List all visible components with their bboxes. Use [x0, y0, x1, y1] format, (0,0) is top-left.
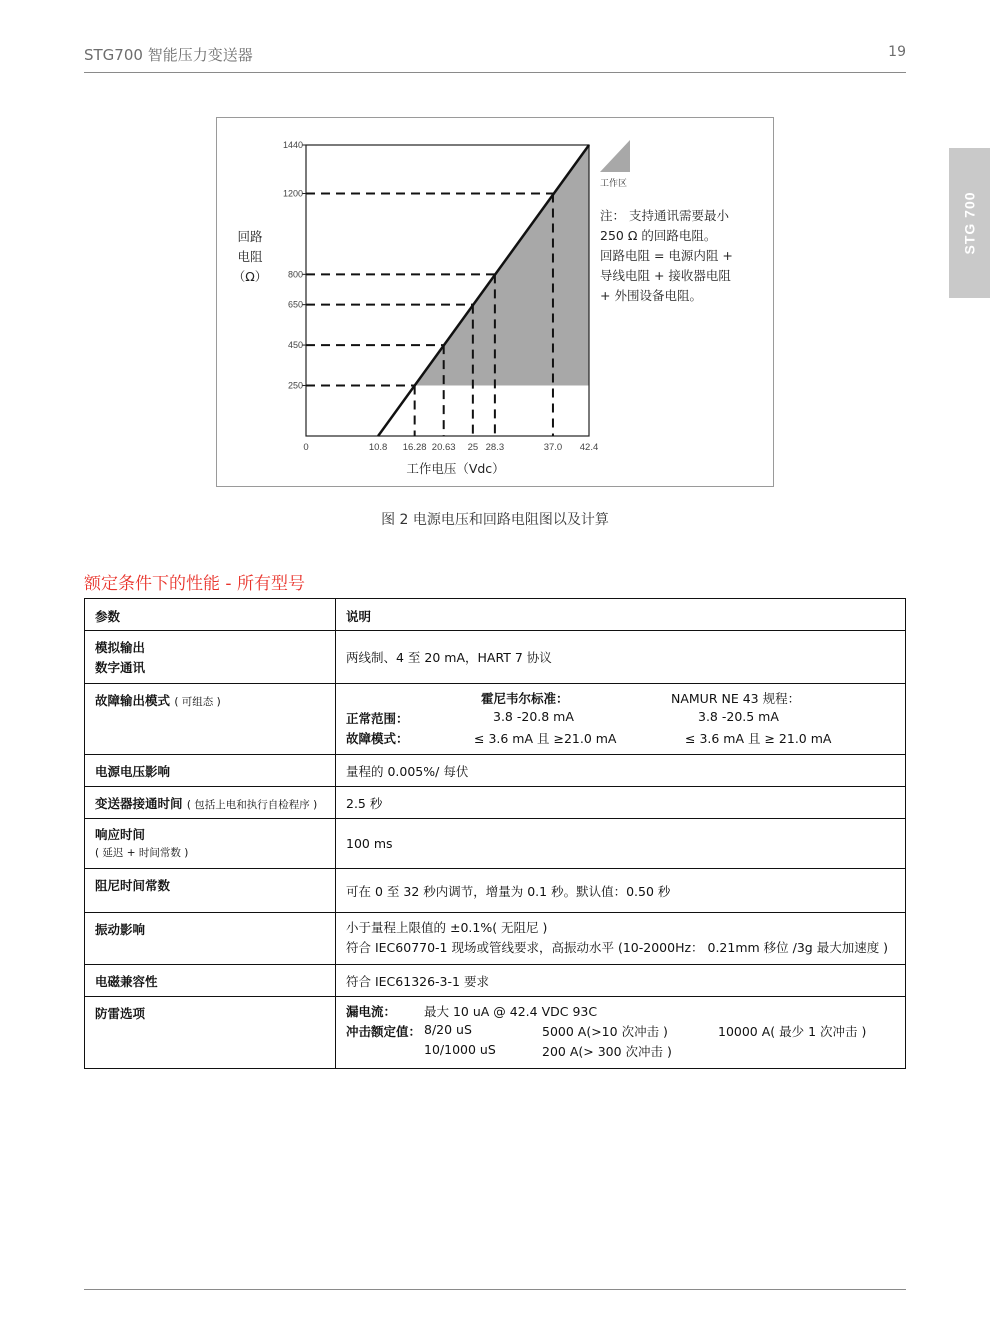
y-tick-label-0: 1440	[282, 140, 303, 150]
leak-current-label: 漏电流：	[346, 1004, 397, 1019]
page-number: 19	[888, 44, 906, 60]
normal-range-label: 正常范围：	[346, 711, 409, 726]
legend-swatch	[600, 140, 630, 172]
surge-wave-2: 10/1000 uS	[424, 1042, 496, 1057]
param-fault-note: ( 可组态 )	[174, 696, 221, 708]
normal-range-namur: 3.8 -20.5 mA	[698, 709, 779, 724]
x-tick-label-4: 25	[467, 442, 479, 453]
namur-standard: NAMUR NE 43 规程：	[671, 691, 801, 706]
figure-box	[216, 117, 774, 487]
header-desc: 说明	[336, 599, 906, 631]
x-tick-label-7: 42.4	[579, 442, 599, 453]
fault-mode-namur: ≤ 3.6 mA 且 ≥ 21.0 mA	[685, 731, 832, 746]
param-supply-voltage: 电源电压影响	[85, 755, 336, 787]
x-tick-label-5: 28.3	[485, 442, 505, 453]
table-row	[85, 997, 906, 1069]
note-line-4: + 外围设备电阻。	[600, 288, 702, 303]
desc-vibration-2: 符合 IEC60770-1 现场或管线要求，高振动水平 (10-2000Hz： 0.21mm 移位 /3g 最大加速度 )	[346, 940, 889, 955]
page-header	[84, 44, 906, 73]
table-row	[85, 755, 906, 787]
table-row	[85, 631, 906, 684]
param-emc: 电磁兼容性	[85, 965, 336, 997]
surge-wave-1: 8/20 uS	[424, 1022, 472, 1037]
desc-damping: 可在 0 至 32 秒内调节，增量为 0.1 秒。默认值：0.50 秒	[336, 869, 906, 913]
header-param: 参数	[85, 599, 336, 631]
desc-response-time: 100 ms	[336, 819, 906, 869]
desc-turn-on-time: 2.5 秒	[336, 787, 906, 819]
honeywell-standard: 霍尼韦尔标准：	[481, 691, 569, 706]
document-title: STG700 智能压力变送器	[84, 46, 253, 64]
side-tab	[949, 148, 990, 298]
table-row	[85, 819, 906, 869]
pressure-chart	[217, 118, 775, 488]
fault-mode-honeywell: ≤ 3.6 mA 且 ≥21.0 mA	[474, 731, 617, 746]
y-tick-label-4: 450	[287, 340, 303, 351]
desc-vibration-1: 小于量程上限值的 ±0.1%( 无阻尼 )	[346, 920, 548, 935]
surge-rating-1a: 5000 A(>10 次冲击 )	[542, 1024, 668, 1039]
y-axis-title-line-1: 电阻	[237, 249, 263, 264]
footer-rule	[84, 1289, 906, 1290]
note-line-2: 回路电阻 = 电源内阻 +	[600, 248, 733, 263]
table-row	[85, 684, 906, 755]
leak-current-value: 最大 10 uA @ 42.4 VDC 93C	[424, 1004, 598, 1019]
note-line-0: 注： 支持通讯需要最小	[600, 208, 729, 223]
x-tick-label-1: 10.8	[368, 442, 388, 453]
side-tab-label: STG 700	[961, 191, 978, 255]
desc-output: 两线制、4 至 20 mA，HART 7 协议	[336, 631, 906, 684]
param-lightning: 防雷选项	[85, 997, 336, 1069]
table-header-row	[85, 599, 906, 631]
normal-range-honeywell: 3.8 -20.8 mA	[493, 709, 574, 724]
y-axis-title-line-2: （Ω）	[232, 269, 268, 284]
param-damping: 阻尼时间常数	[85, 869, 336, 913]
param-fault-mode: 故障输出模式	[95, 693, 171, 708]
param-response-note: ( 延迟 + 时间常数 )	[95, 847, 189, 859]
fault-mode-label: 故障模式：	[346, 731, 409, 746]
table-row	[85, 869, 906, 913]
table-row	[85, 913, 906, 965]
x-axis-title: 工作电压（Vdc）	[406, 461, 505, 476]
note-line-3: 导线电阻 + 接收器电阻	[600, 268, 731, 283]
desc-supply-voltage: 量程的 0.005%/ 每伏	[336, 755, 906, 787]
x-tick-label-0: 0	[303, 442, 309, 453]
y-tick-label-2: 800	[287, 269, 303, 280]
param-turn-on-time: 变送器接通时间	[95, 796, 183, 811]
y-axis-title-line-0: 回路	[237, 229, 263, 244]
param-turn-on-note: ( 包括上电和执行自检程序 )	[186, 799, 318, 811]
table-row	[85, 787, 906, 819]
x-tick-label-3: 20.63	[431, 442, 456, 453]
section-title: 额定条件下的性能 - 所有型号	[84, 574, 305, 594]
x-tick-label-6: 37.0	[543, 442, 563, 453]
spec-table	[84, 598, 906, 1069]
surge-rating-label: 冲击额定值：	[346, 1024, 422, 1039]
surge-rating-2a: 200 A(> 300 次冲击 )	[542, 1044, 672, 1059]
legend-label: 工作区	[600, 179, 628, 189]
table-row	[85, 965, 906, 997]
surge-rating-1b: 10000 A( 最少 1 次冲击 )	[718, 1024, 867, 1039]
param-digital-comm: 数字通讯	[95, 660, 146, 675]
param-analog-output: 模拟输出	[95, 640, 146, 655]
y-tick-label-1: 1200	[282, 188, 303, 199]
note-line-1: 250 Ω 的回路电阻。	[600, 228, 717, 243]
figure-caption: 图 2 电源电压和回路电阻图以及计算	[381, 512, 609, 528]
param-response-time: 响应时间	[95, 827, 146, 842]
y-tick-label-3: 650	[287, 299, 303, 310]
y-tick-label-5: 250	[287, 380, 303, 391]
param-vibration: 振动影响	[85, 913, 336, 965]
x-tick-label-2: 16.28	[402, 442, 427, 453]
desc-emc: 符合 IEC61326-3-1 要求	[336, 965, 906, 997]
